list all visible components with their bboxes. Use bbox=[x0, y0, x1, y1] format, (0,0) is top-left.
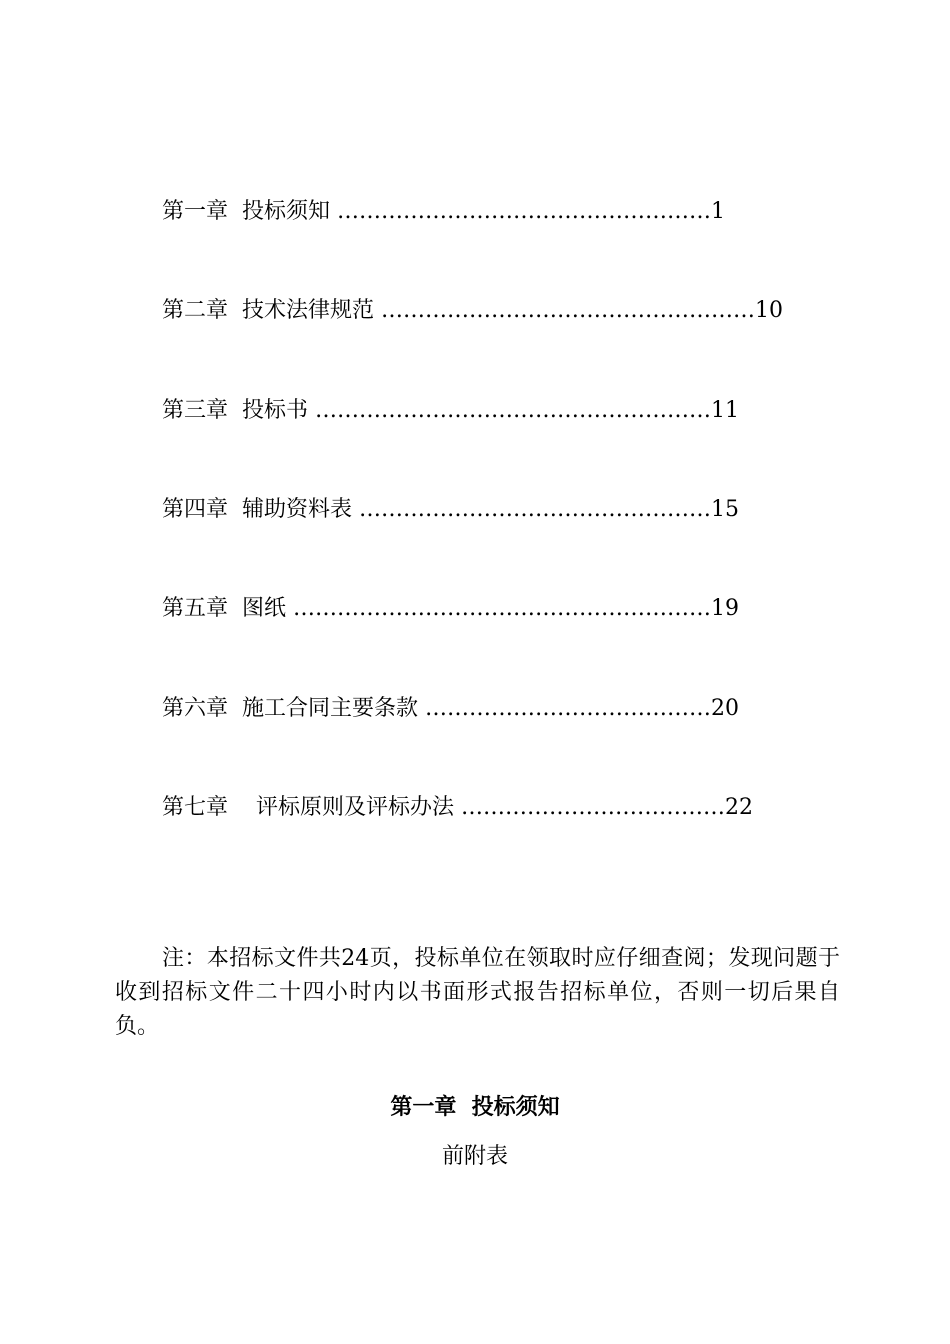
toc-chapter-number: 第一章 bbox=[162, 199, 229, 224]
toc-chapter-title: 投标须知 bbox=[242, 199, 331, 224]
document-note: 注：本招标文件共24页，投标单位在领取时应仔细查阅；发现问题于收到招标文件二十四小时内以书面形式报告招标单位，否则一切后果自负。 bbox=[115, 946, 840, 1039]
toc-chapter-title: 投标书 bbox=[242, 398, 309, 423]
toc-chapter-title: 施工合同主要条款 bbox=[242, 696, 419, 721]
toc-page-number: 1 bbox=[711, 199, 726, 224]
toc-entry-5 bbox=[162, 594, 739, 624]
toc-chapter-number: 第五章 bbox=[162, 596, 229, 621]
toc-leader-dots: ……………………………… bbox=[461, 795, 726, 820]
toc-entry-4 bbox=[162, 495, 739, 525]
toc-entry-3 bbox=[162, 396, 739, 426]
toc-chapter-title: 图纸 bbox=[242, 596, 287, 621]
toc-chapter-number: 第七章 bbox=[162, 795, 229, 820]
toc-entry-7 bbox=[162, 793, 753, 823]
toc-chapter-number: 第四章 bbox=[162, 497, 229, 522]
toc-entry-2 bbox=[162, 296, 783, 326]
toc-entry-1 bbox=[162, 197, 725, 227]
toc-chapter-title: 技术法律规范 bbox=[242, 298, 375, 323]
toc-leader-dots: ………………………………………… bbox=[359, 497, 712, 522]
toc-page-number: 22 bbox=[725, 795, 754, 820]
chapter-heading: 第一章 投标须知 bbox=[390, 1094, 560, 1120]
toc-leader-dots: ……………………………………………… bbox=[315, 398, 712, 423]
toc-entry-6 bbox=[162, 694, 739, 724]
toc-chapter-number: 第六章 bbox=[162, 696, 229, 721]
toc-page-number: 15 bbox=[711, 497, 740, 522]
toc-page-number: 20 bbox=[711, 696, 740, 721]
toc-leader-dots: ………………………………………………… bbox=[293, 596, 712, 621]
toc-page-number: 11 bbox=[711, 398, 740, 423]
toc-page-number: 19 bbox=[711, 596, 740, 621]
toc-page-number: 10 bbox=[755, 298, 784, 323]
toc-chapter-title: 评标原则及评标办法 bbox=[256, 795, 455, 820]
toc-leader-dots: …………………………………………… bbox=[337, 199, 712, 224]
toc-chapter-title: 辅助资料表 bbox=[242, 497, 353, 522]
toc-chapter-number: 第二章 bbox=[162, 298, 229, 323]
sub-heading: 前附表 bbox=[441, 1144, 508, 1169]
toc-leader-dots: …………………………………………… bbox=[381, 298, 756, 323]
toc-chapter-number: 第三章 bbox=[162, 398, 229, 423]
toc-leader-dots: ………………………………… bbox=[425, 696, 712, 721]
